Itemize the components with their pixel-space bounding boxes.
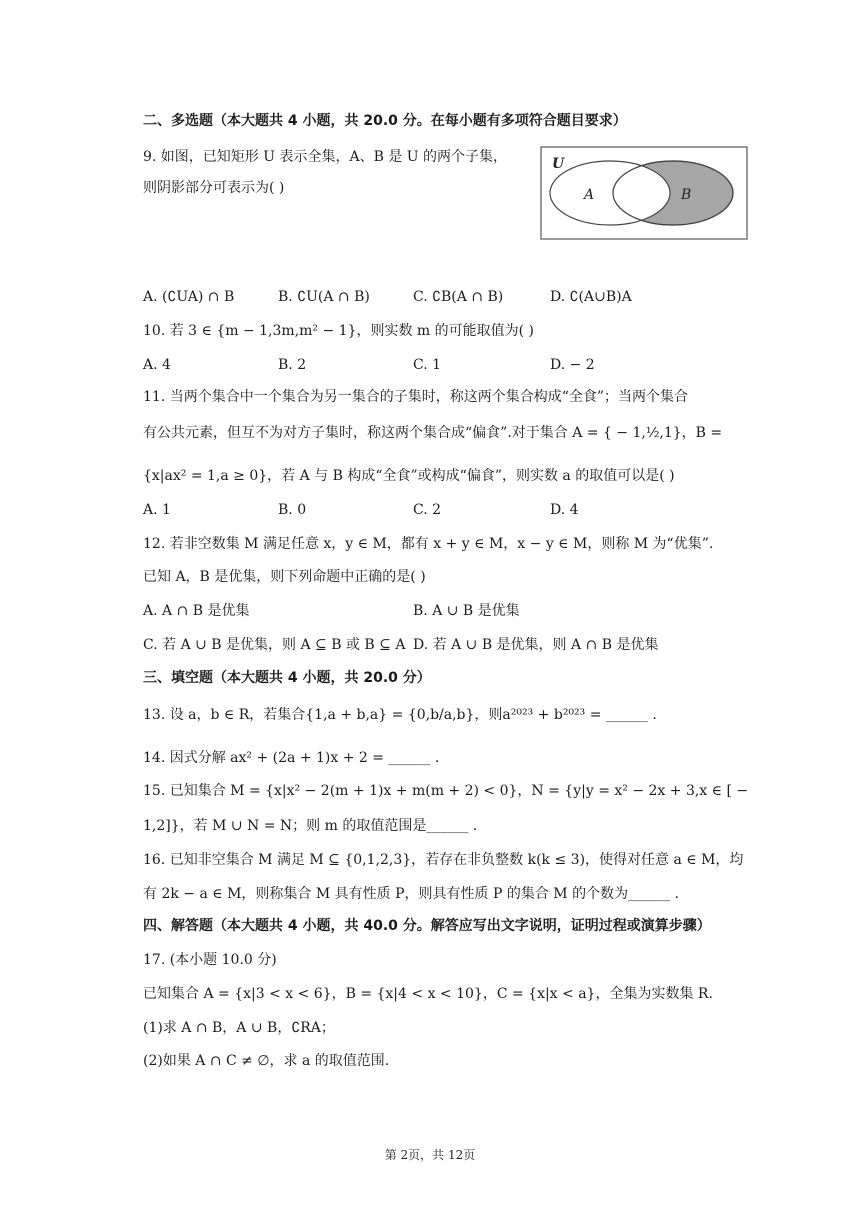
question-10-line-1: 10. 若 3 ∈ {m − 1,3m,m² − 1}，则实数 m 的可能取值为( ) [143,323,535,339]
question-10-option-c: C. 1 [413,357,442,373]
page-footer: 第 2页，共 12页 [384,1148,476,1162]
question-12-line-1: 12. 若非空数集 M 满足任意 x，y ∈ M，都有 x + y ∈ M，x − y ∈ M，则称 M 为“优集”. [143,536,714,552]
question-11-line-3: {x|ax² = 1,a ≥ 0}，若 A 与 B 构成“全食”或构成“偏食”，则实数 a 的取值可以是( ) [143,468,675,484]
section-2-heading: 二、多选题（本大题共 4 小题，共 20.0 分。在每小题有多项符合题目要求） [143,113,627,129]
question-9-line-1: 9. 如图，已知矩形 U 表示全集，A、B 是 U 的两个子集， [143,149,508,165]
section-3-heading: 三、填空题（本大题共 4 小题，共 20.0 分） [143,670,431,686]
question-10-option-a: A. 4 [143,357,171,373]
venn-diagram [540,146,750,240]
question-15-line-2: 1,2]}，若 M ∪ N = N；则 m 的取值范围是______ . [143,818,478,834]
question-12-option-b: B. A ∪ B 是优集 [413,603,520,619]
question-16-line-1: 16. 已知非空集合 M 满足 M ⊆ {0,1,2,3}，若存在非负整数 k(k ≤ 3)，使得对任意 a ∈ M，均 [143,852,744,868]
question-14-line-1: 14. 因式分解 ax² + (2a + 1)x + 2 = ______ . [143,750,440,766]
venn-label-a: A [584,187,595,203]
question-12-option-d: D. 若 A ∪ B 是优集，则 A ∩ B 是优集 [413,637,659,653]
question-9-line-2: 则阴影部分可表示为( ) [143,180,285,196]
question-12-option-c: C. 若 A ∪ B 是优集，则 A ⊆ B 或 B ⊆ A [143,637,406,653]
question-17-statement: 已知集合 A = {x|3 < x < 6}，B = {x|4 < x < 10}，C = {x|x < a}，全集为实数集 R. [143,986,713,1002]
venn-label-u: U [552,156,565,172]
question-10-option-b: B. 2 [278,357,307,373]
question-11-line-2: 有公共元素，但互不为对方子集时，称这两个集合成“偏食”.对于集合 A = { − 1,½,1}，B = [143,425,723,441]
question-9-option-c: C. ∁B(A ∩ B) [413,289,504,305]
question-11-option-d: D. 4 [550,502,579,518]
question-11-option-c: C. 2 [413,502,442,518]
question-13-line-1: 13. 设 a，b ∈ R，若集合{1,a + b,a} = {0,b/a,b}，则a²⁰²³ + b²⁰²³ = ______ . [143,707,657,723]
question-11-option-b: B. 0 [278,502,307,518]
section-4-heading: 四、解答题（本大题共 4 小题，共 40.0 分。解答应写出文字说明，证明过程或演算步骤） [143,918,711,934]
question-11-line-1: 11. 当两个集合中一个集合为另一集合的子集时，称这两个集合构成“全食”；当两个集合 [143,389,689,405]
question-17-part-2: (2)如果 A ∩ C ≠ ∅，求 a 的取值范围. [143,1053,390,1069]
question-17-part-1: (1)求 A ∩ B，A ∪ B，∁RA； [143,1020,335,1036]
question-9-option-b: B. ∁U(A ∩ B) [278,289,370,305]
question-17-header: 17. (本小题 10.0 分) [143,952,277,968]
question-12-option-a: A. A ∩ B 是优集 [143,603,250,619]
question-12-line-2: 已知 A，B 是优集，则下列命题中正确的是( ) [143,569,426,585]
question-10-option-d: D. − 2 [550,357,595,373]
question-16-line-2: 有 2k − a ∈ M，则称集合 M 具有性质 P，则具有性质 P 的集合 M 的个数为______ . [143,886,679,902]
question-9-option-a: A. (∁UA) ∩ B [143,289,235,305]
question-9-option-d: D. ∁(A∪B)A [550,289,632,305]
venn-label-b: B [681,187,692,203]
question-15-line-1: 15. 已知集合 M = {x|x² − 2(m + 1)x + m(m + 2) < 0}，N = {y|y = x² − 2x + 3,x ∈ [ − [143,783,749,799]
question-11-option-a: A. 1 [143,502,171,518]
